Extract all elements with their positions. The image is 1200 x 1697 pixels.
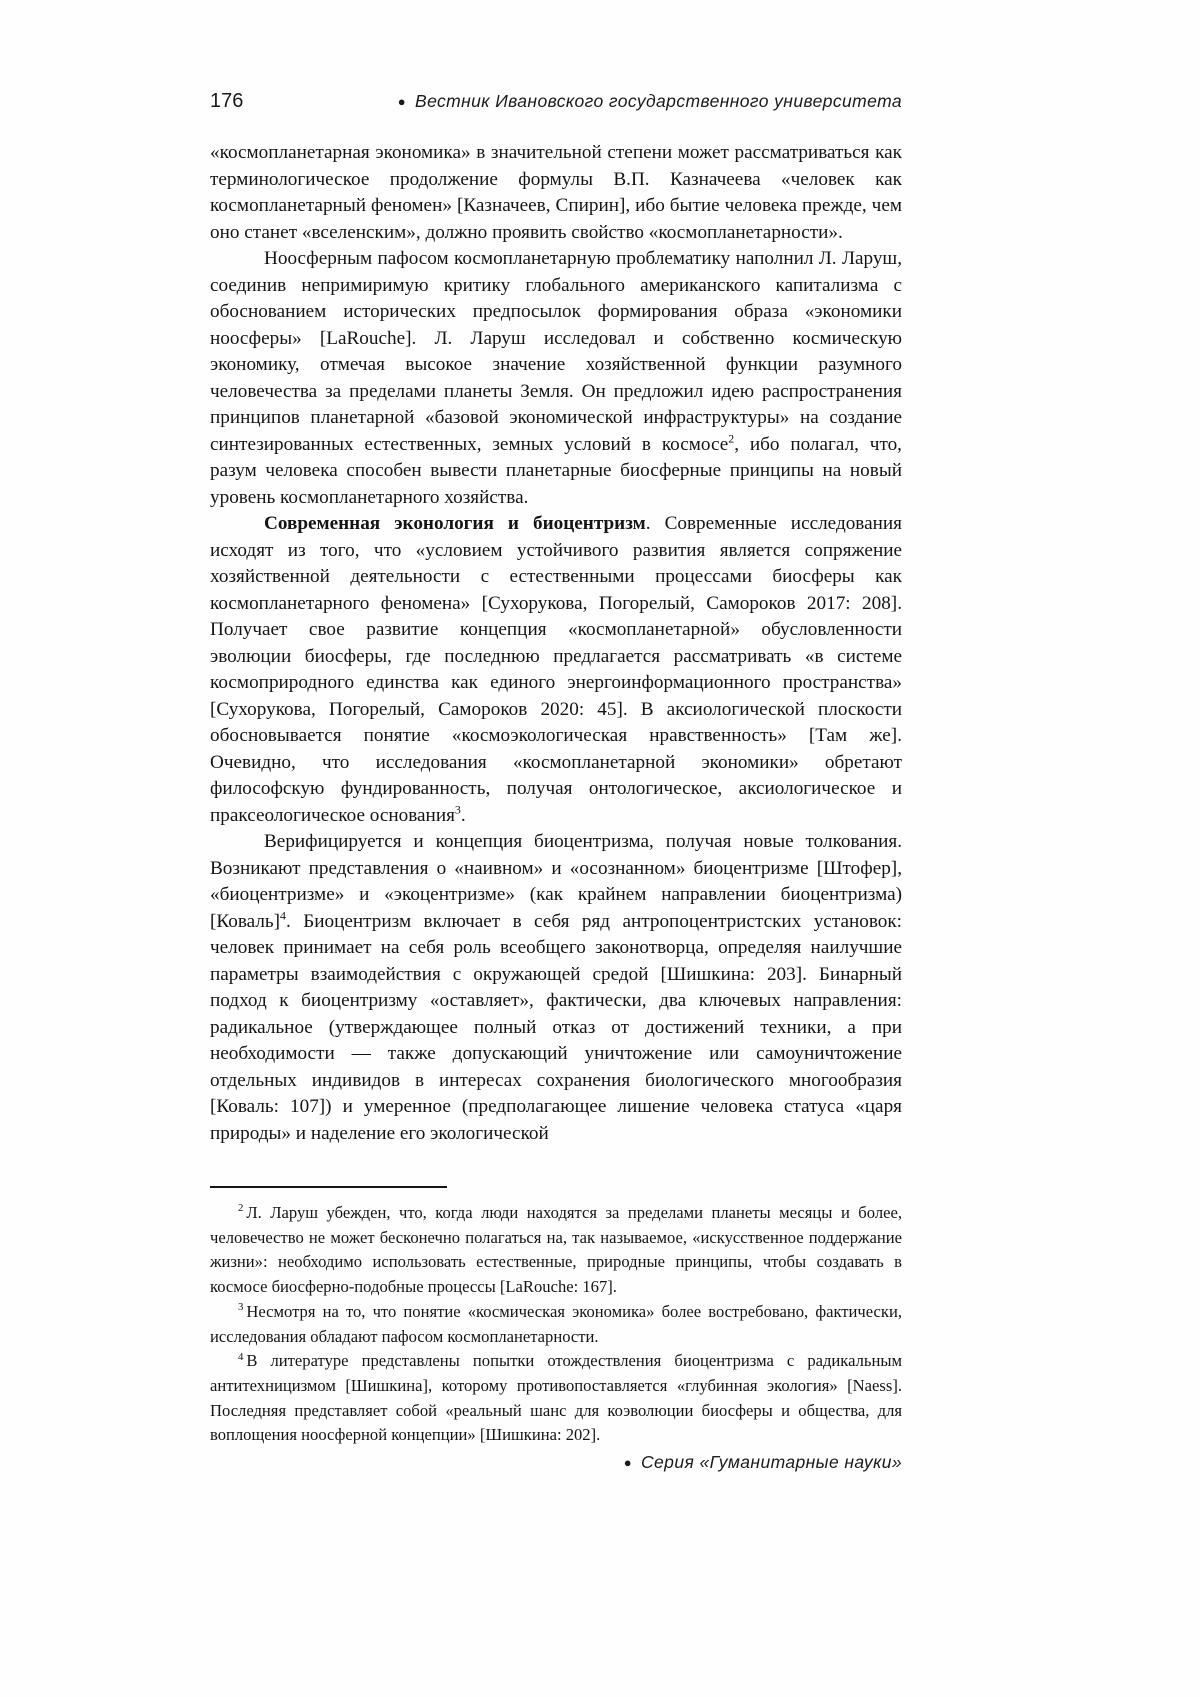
article-body	[210, 140, 902, 1147]
paragraph-continuation	[210, 140, 902, 246]
page-header	[210, 90, 902, 113]
paragraph-text: , ибо полагал, что, разум человека способен вывести планетарные биосферные принципы на новый уровень космопланетарного хозяйства.	[210, 433, 902, 508]
footnote-ref-2: 2	[728, 431, 735, 446]
paragraph-text: .	[460, 804, 466, 826]
footnote	[210, 1349, 902, 1448]
footnotes-section	[210, 1201, 902, 1448]
paragraph-text: . Биоцентризм включает в себя ряд антропоцентристских установок: человек принимает на себя роль всеобщего законотворца, определяя наилучшие параметры взаимодействия с окружающей средой [Шишкина: 203]. Бинарный подход к биоцентризму «оставляет», фактически, два ключевых направления: радикальное (утверждающее полный отказ от достижений техники, а при необходимости — также допускающий уничтожение или самоуничтожение отдельных индивидов в интересах сохранения биологического многообразия [Коваль: 107]) и умеренное (предполагающее лишение человека статуса «царя природы» и наделение его экологической	[210, 910, 902, 1144]
paragraph-text: Верифицируется и концепция биоцентризма, получая новые толкования. Возникают представления о «наивном» и «осознанном» биоцентризме [Штофер], «биоцентризме» и «экоцентризме» (как крайнем направлении биоцентризма) [Коваль]	[210, 831, 902, 932]
footnote	[210, 1300, 902, 1349]
section-heading: Современная эконология и биоцентризм	[264, 513, 646, 534]
page-footer	[210, 1452, 902, 1473]
footnote	[210, 1201, 902, 1300]
paragraph	[210, 829, 902, 1147]
journal-title	[398, 91, 902, 112]
footnote-ref-4: 4	[280, 908, 286, 923]
bullet-icon: ●	[623, 1455, 633, 1470]
footnote-text: В литературе представлены попытки отождествления биоцентризма с радикальным антитехницизмом [Шишкина], которому противопоставляется «глубинная экология» [Naess]. Последняя представляет собой «реальный шанс для коэволюции биосферы и общества, для воплощения ноосферной концепции» [Шишкина: 202].	[210, 1351, 902, 1445]
page-number: 176	[210, 90, 244, 112]
footnote-marker: 3	[238, 1301, 244, 1314]
footnote-text: Несмотря на то, что понятие «космическая экономика» более востребовано, фактически, исследования обладают пафосом космопланетарности.	[210, 1301, 902, 1346]
footnote-text: Л. Ларуш убежден, что, когда люди находятся за пределами планеты месяцы и более, человечество не может бесконечно полагаться на, так называемое, «искусственное поддержание жизни»: необходимо использовать естественные, природные принципы, чтобы создавать в космосе биосферно-подобные процессы [LaRouche: 167].	[210, 1203, 902, 1297]
paragraph	[210, 511, 902, 829]
series-title: Серия «Гуманитарные науки»	[641, 1452, 902, 1472]
footnote-marker: 4	[238, 1350, 244, 1363]
paragraph-text: Ноосферным пафосом космопланетарную проблематику наполнил Л. Ларуш, соединив непримиримую критику глобального американского капитализма с обоснованием исторических предпосылок формирования образа «экономики ноосферы» [LaRouche]. Л. Ларуш исследовал и собственно космическую экономику, отмечая высокое значение хозяйственной функции разумного человечества за пределами планеты Земля. Он предложил идею распространения принципов планетарной «базовой экономической инфраструктуры» на создание синтезированных естественных, земных условий в космосе	[210, 248, 902, 455]
journal-title-text: Вестник Ивановского государственного университета	[415, 91, 902, 111]
footnote-separator	[210, 1186, 447, 1188]
paragraph-text: . Современные исследования исходят из того, что «условием устойчивого развития является сопряжение хозяйственной деятельности с естественными процессами биосферы как космопланетарного феномена» [Сухорукова, Погорелый, Самороков 2017: 208]. Получает свое развитие концепция «космопланетарной» обусловленности эволюции биосферы, где последнюю предлагается рассматривать «в системе космоприродного единства как единого энергоинформационного пространства» [Сухорукова, Погорелый, Самороков 2020: 45]. В аксиологической плоскости обосновывается понятие «космоэкологическая нравственность» [Там же]. Очевидно, что исследования «космопланетарной экономики» обретают философскую фундированность, получая онтологическое, аксиологическое и праксеологическое основания	[210, 513, 902, 826]
footnote-ref-3: 3	[454, 802, 461, 817]
paragraph-text: «космопланетарная экономика» в значительной степени может рассматриваться как терминологическое продолжение формулы В.П. Казначеева «человек как космопланетарный феномен» [Казначеев, Спирин], ибо бытие человека прежде, чем оно станет «вселенским», должно проявить свойство «космопланетарности».	[210, 142, 902, 243]
bullet-icon: ●	[397, 94, 406, 109]
paragraph	[210, 246, 902, 511]
footnote-marker: 2	[238, 1202, 244, 1215]
